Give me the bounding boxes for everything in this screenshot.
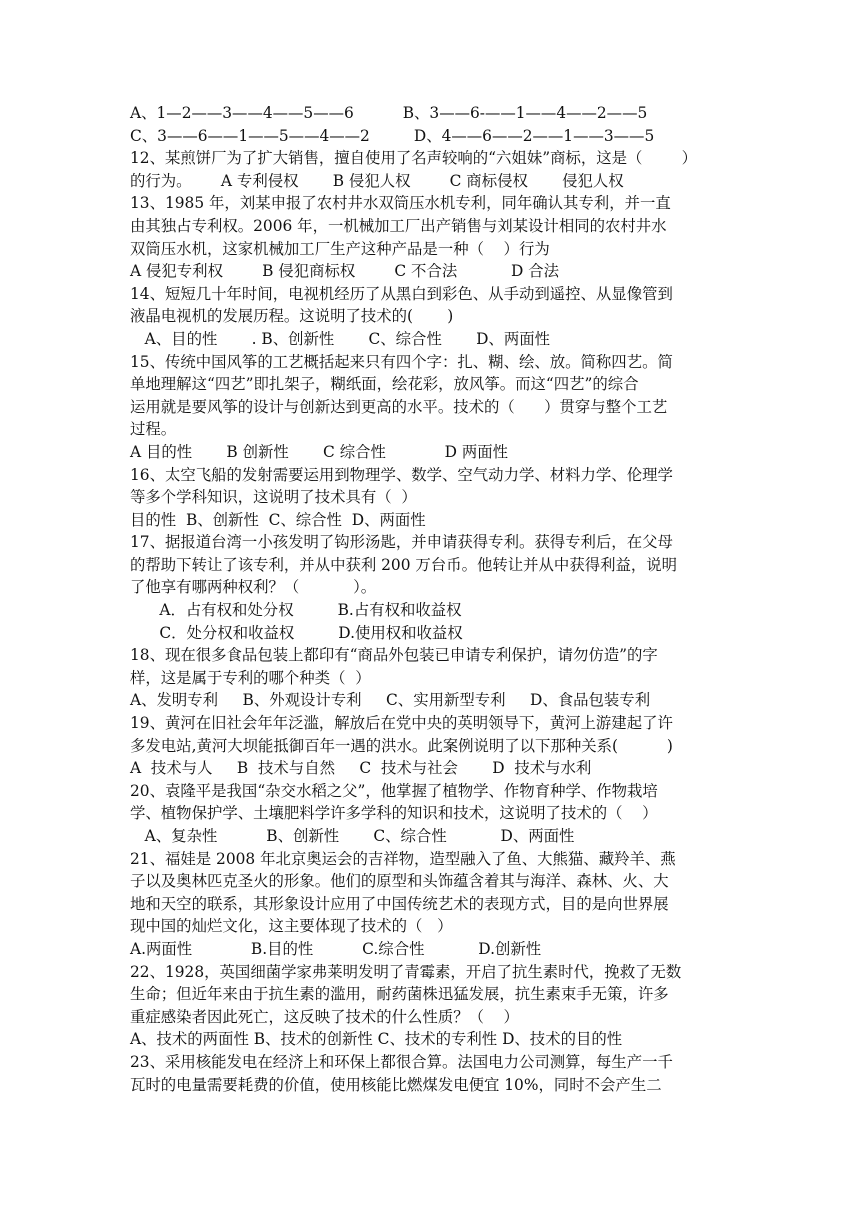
- text-line: 单地理解这“四艺”即扎架子，糊纸面，绘花彩，放风筝。而这“四艺”的综合: [130, 375, 639, 394]
- text-line: 子以及奥林匹克圣火的形象。他们的原型和头饰蕴含着其与海洋、森林、火、大: [130, 872, 669, 891]
- text-line: 15、传统中国风筝的工艺概括起来只有四个字：扎、糊、绘、放。简称四艺。简: [130, 352, 673, 371]
- text-line: 样，这是属于专利的哪个种类（ ）: [130, 668, 371, 687]
- text-line: 19、黄河在旧社会年年泛滥，解放后在党中央的英明领导下，黄河上游建起了许: [130, 714, 673, 733]
- text-line: 了他享有哪两种权利？（ ）。: [130, 578, 377, 597]
- text-line: A、技术的两面性 B、技术的创新性 C、技术的专利性 D、技术的目的性: [130, 1030, 623, 1049]
- text-line: 地和天空的联系，其形象设计应用了中国传统艺术的表现方式，目的是向世界展: [130, 894, 669, 913]
- text-line: 等多个学科知识，这说明了技术具有（ ）: [130, 488, 417, 507]
- text-line: 的行为。 A 专利侵权 B 侵犯人权 C 商标侵权 侵犯人权: [130, 171, 624, 190]
- text-line: 双筒压水机，这家机械加工厂生产这种产品是一种（ ）行为: [130, 239, 550, 258]
- text-line: 20、袁隆平是我国“杂交水稻之父”，他掌握了植物学、作物育种学、作物栽培: [130, 781, 658, 800]
- text-line: 17、据报道台湾一小孩发明了钩形汤匙，并申请获得专利。获得专利后，在父母: [130, 533, 673, 552]
- document-body: [130, 102, 732, 1096]
- text-line: 18、现在很多食品包装上都印有“商品外包装已申请专利保护，请勿仿造”的字: [130, 646, 658, 665]
- text-line: 12、某煎饼厂为了扩大销售，擅自使用了名声较响的“六姐妹”商标，这是（ ）: [130, 149, 697, 168]
- text-line: 瓦时的电量需要耗费的价值，使用核能比燃煤发电便宜 10%，同时不会产生二: [130, 1075, 662, 1094]
- text-line: 现中国的灿烂文化，这主要体现了技术的（ ）: [130, 917, 453, 936]
- text-line: A 技术与人 B 技术与自然 C 技术与社会 D 技术与水利: [130, 759, 592, 778]
- text-line: A、发明专利 B、外观设计专利 C、实用新型专利 D、食品包装专利: [130, 691, 651, 710]
- text-line: A、目的性 . B、创新性 C、综合性 D、两面性: [130, 329, 550, 348]
- text-line: 22、1928，英国细菌学家弗莱明发明了青霉素，开启了抗生素时代，挽救了无数: [130, 962, 682, 981]
- text-line: 的帮助下转让了该专利，并从中获利 200 万台币。他转让并从中获得利益，说明: [130, 555, 678, 574]
- text-line: 16、太空飞船的发射需要运用到物理学、数学、空气动力学、材料力学、伦理学: [130, 465, 673, 484]
- text-line: 生命；但近年来由于抗生素的滥用，耐药菌株迅猛发展，抗生素束手无策，许多: [130, 985, 669, 1004]
- text-line: 重症感染者因此死亡，这反映了技术的什么性质？（ ）: [130, 1007, 519, 1026]
- text-line: A、复杂性 B、创新性 C、综合性 D、两面性: [130, 827, 575, 845]
- text-line: A 目的性 B 创新性 C 综合性 D 两面性: [130, 442, 508, 461]
- text-line: A 侵犯专利权 B 侵犯商标权 C 不合法 D 合法: [130, 262, 560, 281]
- text-line: A.两面性 B.目的性 C.综合性 D.创新性: [130, 939, 542, 958]
- text-line: 目的性 B、创新性 C、综合性 D、两面性: [130, 510, 426, 529]
- text-line: C、3——6——1——5——4——2 D、4——6——2——1——3——5: [130, 126, 655, 145]
- text-line: 液晶电视机的发展历程。这说明了技术的( ): [130, 307, 454, 326]
- text-line: 由其独占专利权。2006 年，一机械加工厂出产销售与刘某设计相同的农村井水: [130, 216, 667, 235]
- text-line: A．占有权和处分权 B.占有权和收益权: [130, 601, 462, 620]
- text-line: 14、短短几十年时间，电视机经历了从黑白到彩色、从手动到遥控、从显像管到: [130, 284, 673, 303]
- text-line: 多发电站,黄河大坝能抵御百年一遇的洪水。此案例说明了以下那种关系( ): [130, 736, 673, 755]
- text-line: 学、植物保护学、土壤肥料学许多学科的知识和技术，这说明了技术的（ ）: [130, 804, 658, 823]
- text-line: 13、1985 年，刘某申报了农村井水双筒压水机专利，同年确认其专利，并一直: [130, 194, 671, 213]
- text-line: 23、采用核能发电在经济上和环保上都很合算。法国电力公司测算，每生产一千: [130, 1052, 673, 1071]
- text-line: 过程。: [130, 420, 177, 439]
- text-line: 21、福娃是 2008 年北京奥运会的吉祥物，造型融入了鱼、大熊猫、藏羚羊、燕: [130, 849, 676, 868]
- text-line: 运用就是要风筝的设计与创新达到更高的水平。技术的（ ）贯穿与整个工艺: [130, 397, 668, 416]
- text-line: C．处分权和收益权 D.使用权和收益权: [130, 623, 463, 642]
- text-line: A、1—2——3——4——5——6 B、3——6-——1——4——2——5: [130, 104, 648, 122]
